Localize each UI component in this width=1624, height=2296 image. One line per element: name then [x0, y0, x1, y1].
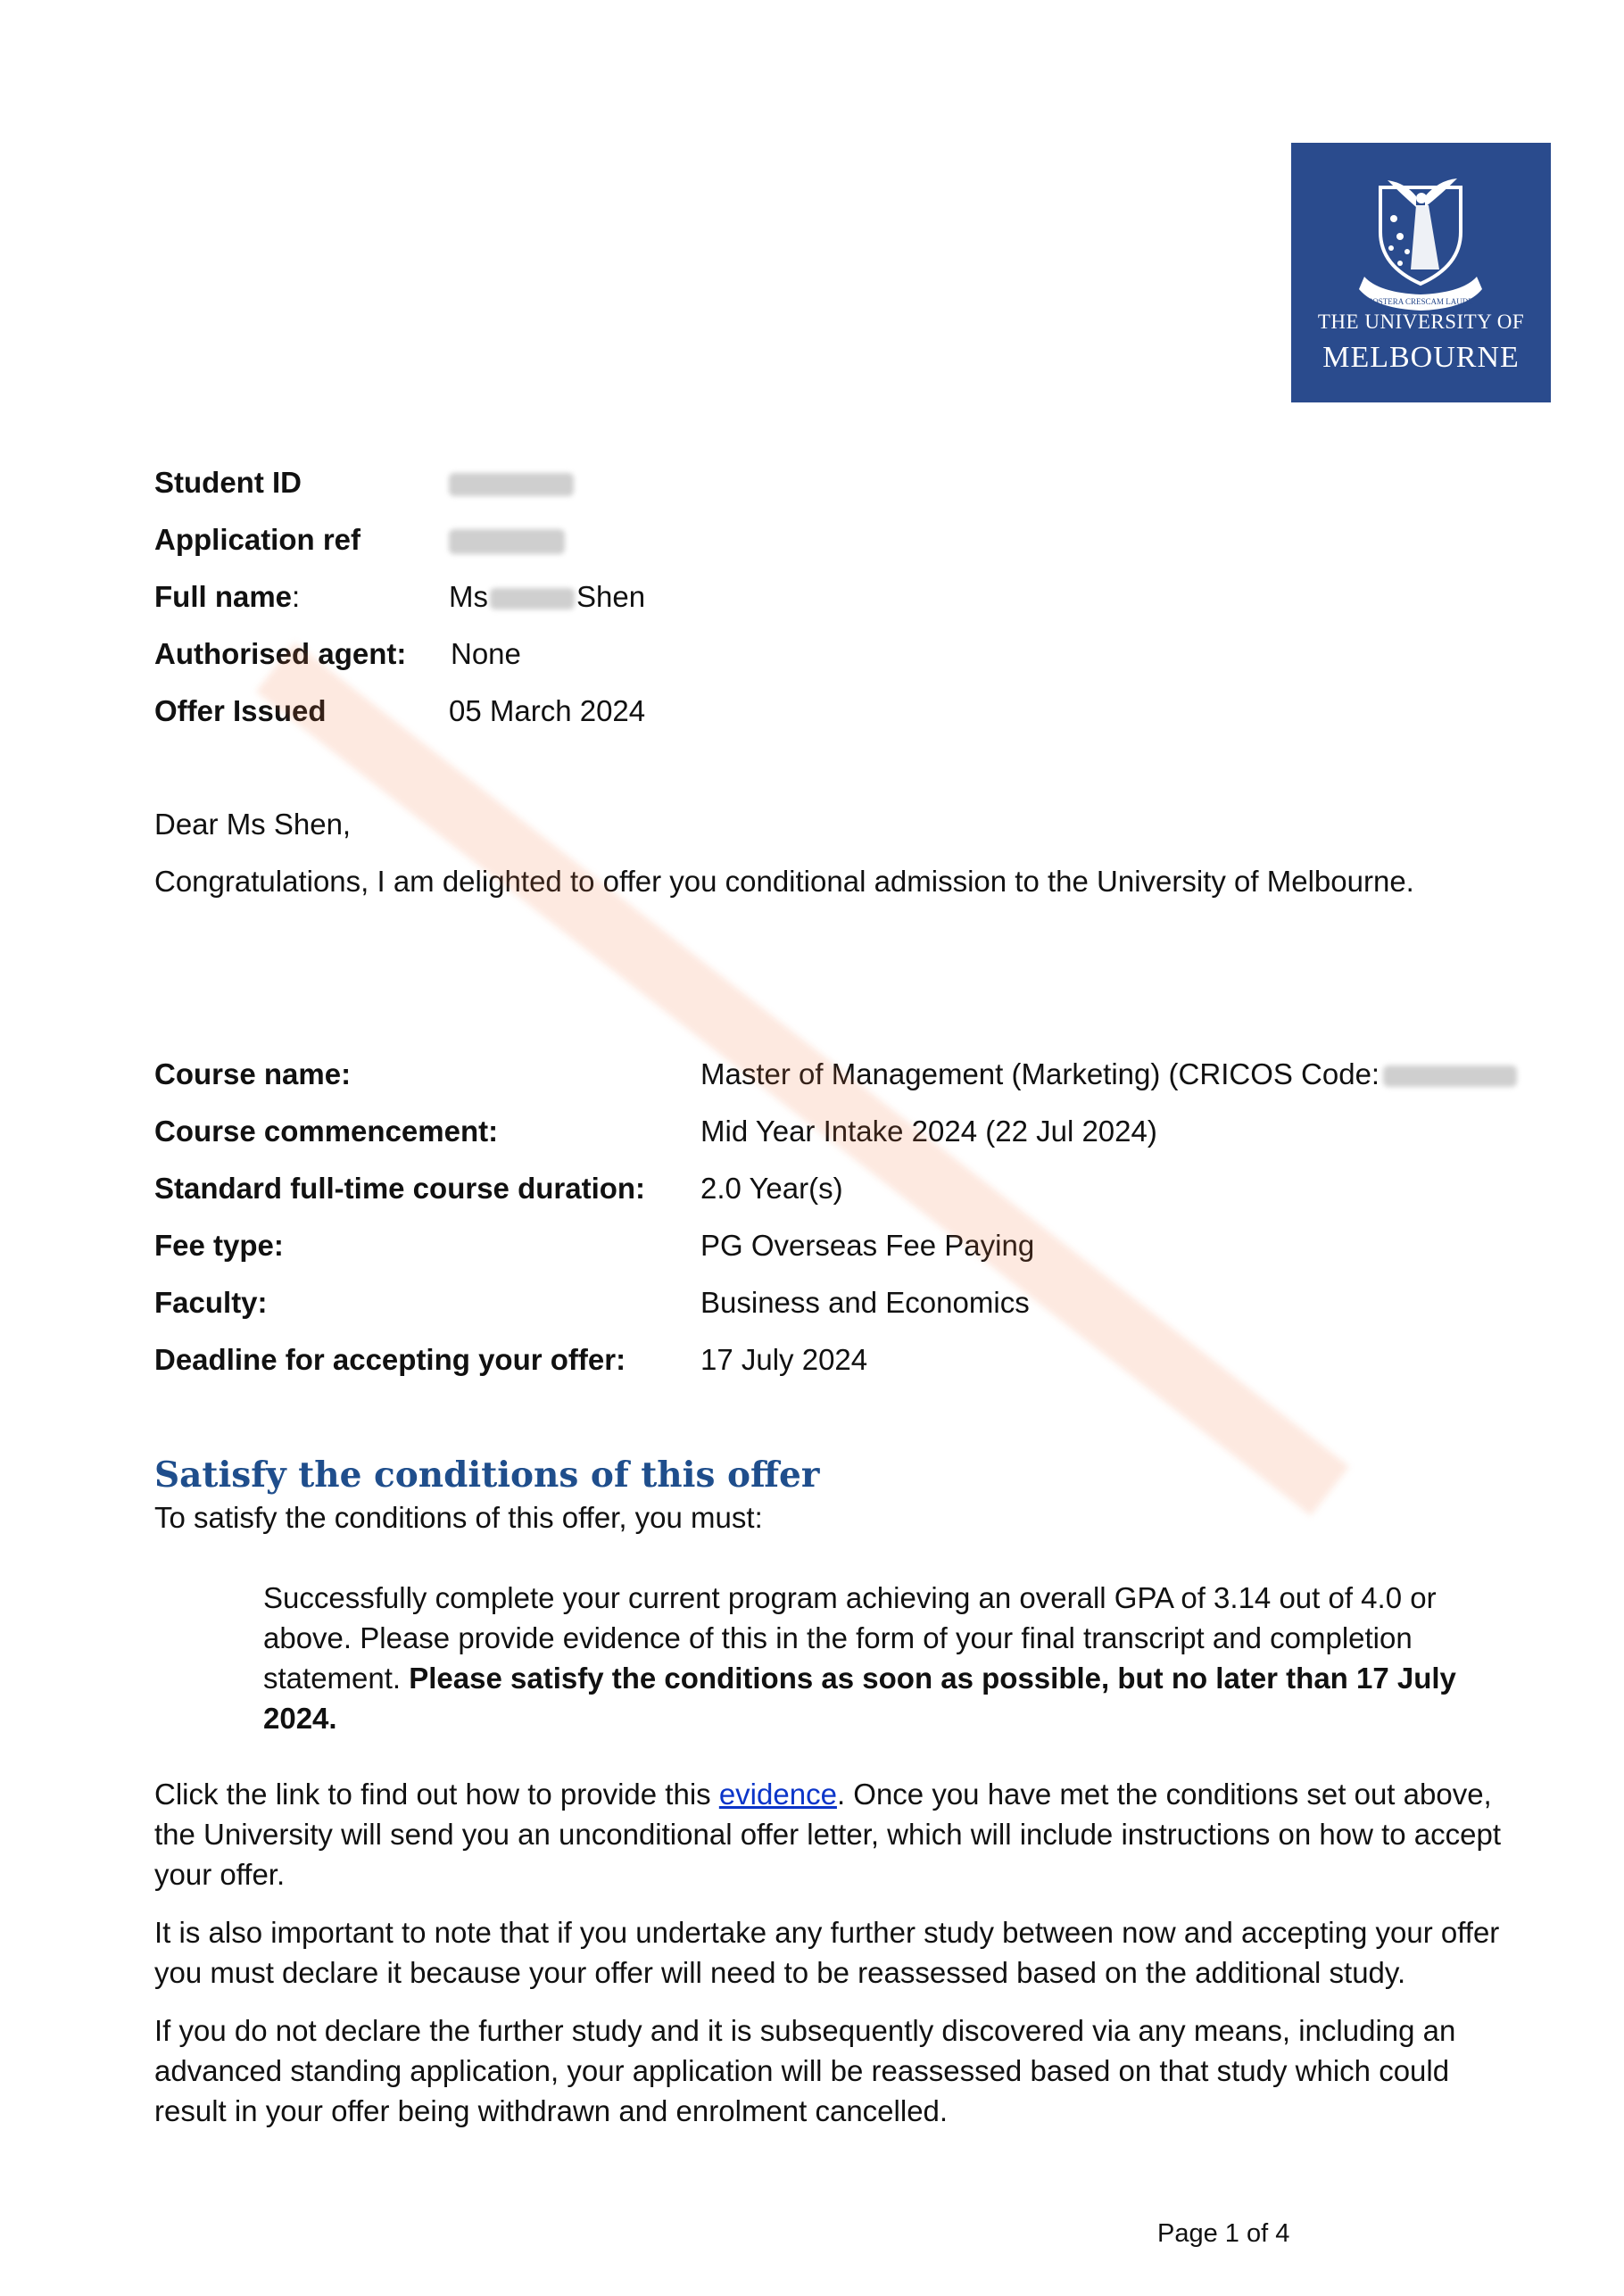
- evidence-link[interactable]: evidence: [718, 1778, 837, 1811]
- redacted-given-name: [490, 588, 575, 609]
- evidence-paragraph: Click the link to find out how to provide this evidence. Once you have met the conditions set out above, the University will send you an unconditional offer letter, which will include instructions on how to accept your offer.: [154, 1778, 1502, 1891]
- svg-text:POSTERA CRESCAM LAUDE: POSTERA CRESCAM LAUDE: [1368, 297, 1473, 306]
- page-number: Page 1 of 4: [1157, 2219, 1290, 2248]
- redacted-student-id: [449, 473, 574, 496]
- undeclared-study-paragraph: If you do not declare the further study and it is subsequently discovered via any means, including an advanced standing application, your application will be reassessed based on that study which could result in your offer being withdrawn and enrolment cancelled.: [154, 2014, 1456, 2127]
- logo-text-line2: MELBOURNE: [1322, 341, 1520, 374]
- student-id-value: [449, 466, 574, 500]
- condition-item: [263, 1578, 1512, 1738]
- commencement-value: Mid Year Intake 2024 (22 Jul 2024): [700, 1115, 1157, 1148]
- deadline-label: Deadline for accepting your offer:: [154, 1343, 626, 1376]
- full-name-value: Ms Shen: [449, 580, 646, 613]
- application-ref-value: [449, 523, 565, 557]
- condition-text: Successfully complete your current program achieving an overall GPA of 3.14 out of 4.0 or above. Please provide evidence of this in the form of your final transcript and completion statement.: [263, 1581, 1437, 1695]
- logo-text-line1: THE UNIVERSITY OF: [1317, 311, 1525, 333]
- agent-label: Authorised agent:: [154, 637, 407, 670]
- duration-value: 2.0 Year(s): [700, 1172, 843, 1205]
- faculty-value: Business and Economics: [700, 1286, 1030, 1319]
- conditions-intro: To satisfy the conditions of this offer, you must:: [154, 1501, 763, 1534]
- offer-issued-label: Offer Issued: [154, 694, 327, 727]
- fee-type-label: Fee type:: [154, 1229, 284, 1262]
- fee-type-value: PG Overseas Fee Paying: [700, 1229, 1035, 1262]
- offer-issued-value: 05 March 2024: [449, 694, 646, 727]
- further-study-paragraph: It is also important to note that if you undertake any further study between now and accepting your offer you must declare it because your offer will need to be reassessed based on the additional study.: [154, 1916, 1500, 1989]
- condition-deadline: Please satisfy the conditions as soon as possible, but no later than 17 July 2024.: [263, 1662, 1456, 1735]
- full-name-label: Full name:: [154, 580, 301, 613]
- redacted-cricos-code: [1383, 1065, 1517, 1087]
- application-ref-label: Application ref: [154, 523, 361, 556]
- student-id-label: Student ID: [154, 466, 302, 499]
- intro-paragraph: Congratulations, I am delighted to offer you conditional admission to the University of Melbourne.: [154, 865, 1414, 898]
- deadline-value: 17 July 2024: [700, 1343, 868, 1376]
- university-logo: [1291, 143, 1551, 402]
- redacted-application-ref: [449, 529, 565, 554]
- conditions-heading: Satisfy the conditions of this offer: [154, 1455, 820, 1496]
- duration-label: Standard full-time course duration:: [154, 1172, 646, 1205]
- course-name-value: Master of Management (Marketing) (CRICOS Code:: [700, 1057, 1517, 1091]
- salutation: Dear Ms Shen,: [154, 808, 352, 841]
- commencement-label: Course commencement:: [154, 1115, 499, 1148]
- course-name-label: Course name:: [154, 1057, 352, 1090]
- agent-value: None: [451, 637, 521, 670]
- faculty-label: Faculty:: [154, 1286, 268, 1319]
